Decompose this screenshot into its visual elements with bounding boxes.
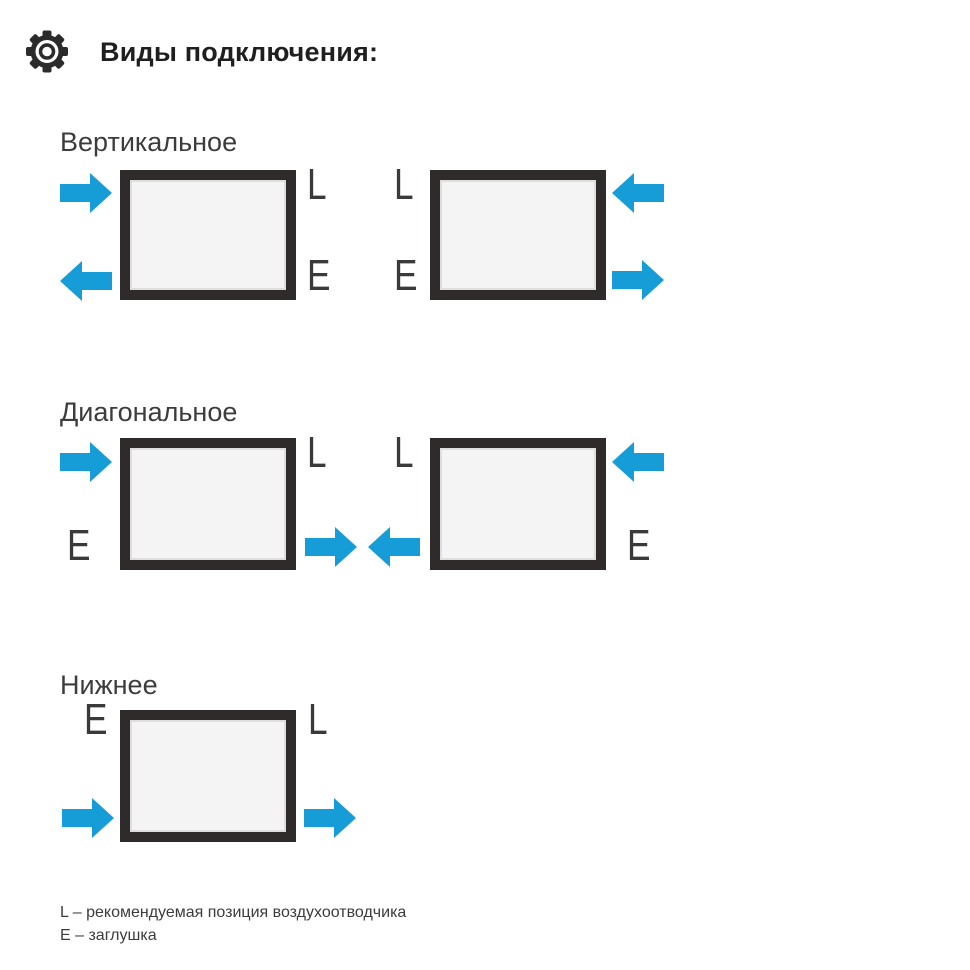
port-label-e: E [84,695,108,744]
port-label-l: L [308,695,328,744]
arrow-left-icon [612,173,664,213]
section-title-diagonal: Диагональное [60,397,238,427]
radiator [430,438,606,570]
port-label-l: L [307,160,327,209]
port-label-l: L [307,428,327,477]
arrow-right-icon [612,260,664,300]
port-label-l: L [394,160,414,209]
arrow-left-icon [612,442,664,482]
gear-icon [25,29,69,74]
port-label-e: E [627,521,651,570]
legend-line-l: L – рекомендуемая позиция воздухоотводчика [60,904,407,921]
section-title-bottom: Нижнее [60,670,158,700]
legend-line-e: E – заглушка [60,927,157,944]
radiator [120,170,296,300]
port-label-e: E [307,251,331,300]
arrow-right-icon [305,527,357,567]
radiator [120,438,296,570]
arrow-left-icon [368,527,420,567]
port-label-l: L [394,428,414,477]
arrow-right-icon [60,442,112,482]
arrow-right-icon [304,798,356,838]
section-title-vertical: Вертикальное [60,127,238,157]
arrow-right-icon [60,173,112,213]
arrow-left-icon [60,261,112,301]
port-label-e: E [394,251,418,300]
arrow-right-icon [62,798,114,838]
radiator [430,170,606,300]
port-label-e: E [67,521,91,570]
radiator [120,710,296,842]
page-title: Виды подключения: [100,37,379,67]
